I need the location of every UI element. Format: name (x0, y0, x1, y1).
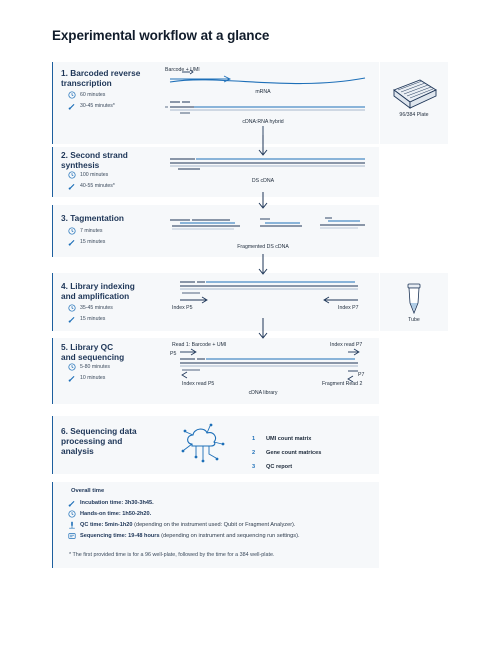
index-read-p7-label: Index read P7 (330, 342, 363, 348)
step-5-hands-on-time: 5-80 minutes (68, 363, 110, 371)
fragmented-ds-cdna-label: Fragmented DS cDNA (237, 244, 289, 250)
footnote: * The first provided time is for a 96 well-plate, followed by the time for a 384 well-plate. (69, 552, 275, 558)
plate-icon (388, 76, 440, 112)
read1-label: Read 1: Barcode + UMI (172, 342, 227, 348)
page-title: Experimental workflow at a glance (52, 28, 270, 43)
step-2-hands-on-time: 100 minutes (68, 171, 108, 179)
mrna-label: mRNA (255, 89, 271, 95)
tube-label: Tube (408, 317, 420, 323)
output-item: 3 QC report (252, 464, 293, 470)
output-item: 2 Gene count matrices (252, 450, 322, 456)
step-1-incubation-time: 30-45 minutes* (68, 102, 115, 110)
step-4-diagram (160, 278, 376, 308)
index-p5-label: Index P5 (172, 305, 193, 311)
barcode-umi-label: Barcode + UMI (165, 67, 200, 73)
arrow-3-4 (255, 254, 271, 276)
thermometer-icon (68, 238, 76, 246)
index-p7-label: Index P7 (338, 305, 359, 311)
plate-box (380, 62, 448, 144)
overall-qc-time: QC time: 5min-1h20 (depending on the instrument used: Qubit or Fragment Analyzer). (68, 521, 295, 529)
arrow-2-3 (255, 192, 271, 210)
step-6-title: 6. Sequencing data processing and analysis (61, 426, 137, 456)
overall-time-card (52, 482, 379, 568)
step-1-diagram (160, 62, 376, 144)
cdna-library-label: cDNA library (248, 390, 278, 396)
clock-icon (68, 304, 76, 312)
output-list (252, 432, 321, 474)
overall-hands-on-time: Hands-on time: 1h50-2h20. (68, 510, 151, 518)
output-item: 1 UMI count matrix (252, 436, 312, 442)
step-3-title: 3. Tagmentation (61, 213, 125, 223)
p5-label: P5 (170, 351, 177, 357)
clock-icon (68, 363, 76, 371)
cdna-rna-hybrid-label: cDNA:RNA hybrid (242, 119, 284, 125)
tube-box (380, 273, 448, 331)
thermometer-icon (68, 499, 76, 507)
p7-label: P7 (358, 372, 365, 378)
sequencer-icon (68, 532, 76, 540)
fragment-read2-label: Fragment Read 2 (322, 381, 363, 387)
tube-icon (406, 283, 422, 315)
step-1-title: 1. Barcoded reverse transcription (61, 68, 141, 88)
step-4-hands-on-time: 35-45 minutes (68, 304, 113, 312)
arrow-4-5 (255, 318, 271, 340)
cloud-network-icon (178, 422, 228, 466)
overall-incubation-time: Incubation time: 3h30-3h45. (68, 499, 154, 507)
clock-icon (68, 227, 76, 235)
step-5-diagram (160, 345, 376, 385)
step-5-incubation-time: 10 minutes (68, 374, 105, 382)
step-2-diagram (160, 155, 376, 175)
thermometer-icon (68, 374, 76, 382)
step-5-title: 5. Library QC and sequencing (61, 342, 125, 362)
clock-icon (68, 171, 76, 179)
step-3-incubation-time: 15 minutes (68, 238, 105, 246)
overall-sequencing-time: Sequencing time: 19-48 hours (depending on instrument and sequencing run settings). (68, 532, 300, 540)
microscope-icon (68, 521, 76, 529)
thermometer-icon (68, 102, 76, 110)
step-3-hands-on-time: 7 minutes (68, 227, 103, 235)
step-2-incubation-time: 40-55 minutes* (68, 182, 115, 190)
step-3-diagram (160, 215, 376, 239)
arrow-1-2 (255, 135, 271, 157)
thermometer-icon (68, 315, 76, 323)
clock-icon (68, 510, 76, 518)
step-4-title: 4. Library indexing and amplification (61, 281, 135, 301)
step-1-hands-on-time: 60 minutes (68, 91, 105, 99)
step-2-title: 2. Second strand synthesis (61, 150, 128, 170)
ds-cdna-label: DS cDNA (251, 178, 275, 184)
plate-label: 96/384 Plate (399, 112, 429, 118)
index-read-p5-label: Index read P5 (182, 381, 215, 387)
thermometer-icon (68, 182, 76, 190)
step-4-incubation-time: 15 minutes (68, 315, 105, 323)
clock-icon (68, 91, 76, 99)
overall-time-title: Overall time (71, 488, 105, 494)
